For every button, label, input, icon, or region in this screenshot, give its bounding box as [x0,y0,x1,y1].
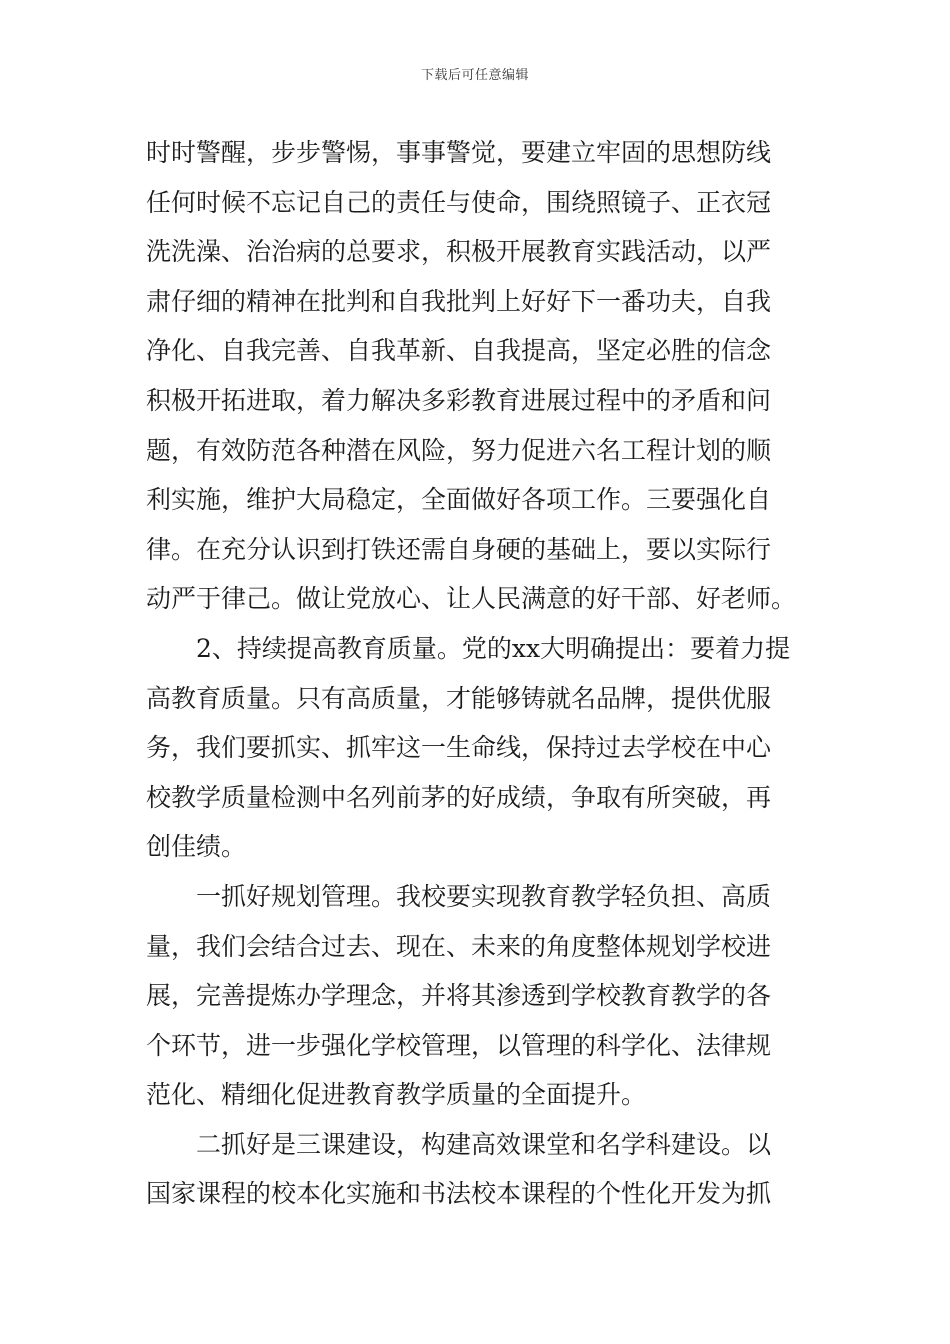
text-line: 肃仔细的精神在批判和自我批判上好好下一番功夫，自我 [146,286,772,316]
text-line: 任何时候不忘记自己的责任与使命，围绕照镜子、正衣冠 [146,187,772,217]
page-header: 下载后可任意编辑 [420,68,529,83]
text-line: 利实施，维护大局稳定，全面做好各项工作。三要强化自 [146,485,772,515]
text-line: 务，我们要抓实、抓牢这一生命线，保持过去学校在中心 [146,733,772,763]
text-line: 时时警醒，步步警惕，事事警觉，要建立牢固的思想防线 [146,138,772,167]
text-line: 量，我们会结合过去、现在、未来的角度整体规划学校进 [146,931,772,961]
body-text [146,128,812,1219]
text-line: 校教学质量检测中名列前茅的好成绩，争取有所突破，再 [146,782,772,812]
text-line: 国家课程的校本化实施和书法校本课程的个性化开发为抓 [146,1179,772,1209]
text-line: 题，有效防范各种潜在风险，努力促进六名工程计划的顺 [146,435,772,465]
text-line: 洗洗澡、治治病的总要求，积极开展教育实践活动，以严 [146,237,772,267]
paragraph-start-line: 二抓好是三课建设，构建高效课堂和名学科建设。以 [196,1129,772,1159]
text-line: 个环节，进一步强化学校管理，以管理的科学化、法律规 [146,1030,772,1060]
text-line: 高教育质量。只有高质量，才能够铸就名品牌，提供优服 [146,683,772,713]
text-line: 创佳绩。 [146,832,247,862]
text-line: 律。在充分认识到打铁还需自身硬的基础上，要以实际行 [146,534,772,564]
text-line: 净化、自我完善、自我革新、自我提高，坚定必胜的信念 [146,336,772,366]
text-line: 动严于律己。做让党放心、让人民满意的好干部、好老师。 [146,584,797,614]
text-line: 积极开拓进取，着力解决多彩教育进展过程中的矛盾和问 [146,385,772,415]
paragraph-start-line: 一抓好规划管理。我校要实现教育教学轻负担、高质 [196,881,772,911]
text-line: 展，完善提炼办学理念，并将其渗透到学校教育教学的各 [146,981,772,1011]
paragraph-start-line: 2、持续提高教育质量。党的xx大明确提出：要着力提 [196,633,791,663]
text-line: 范化、精细化促进教育教学质量的全面提升。 [146,1080,647,1110]
